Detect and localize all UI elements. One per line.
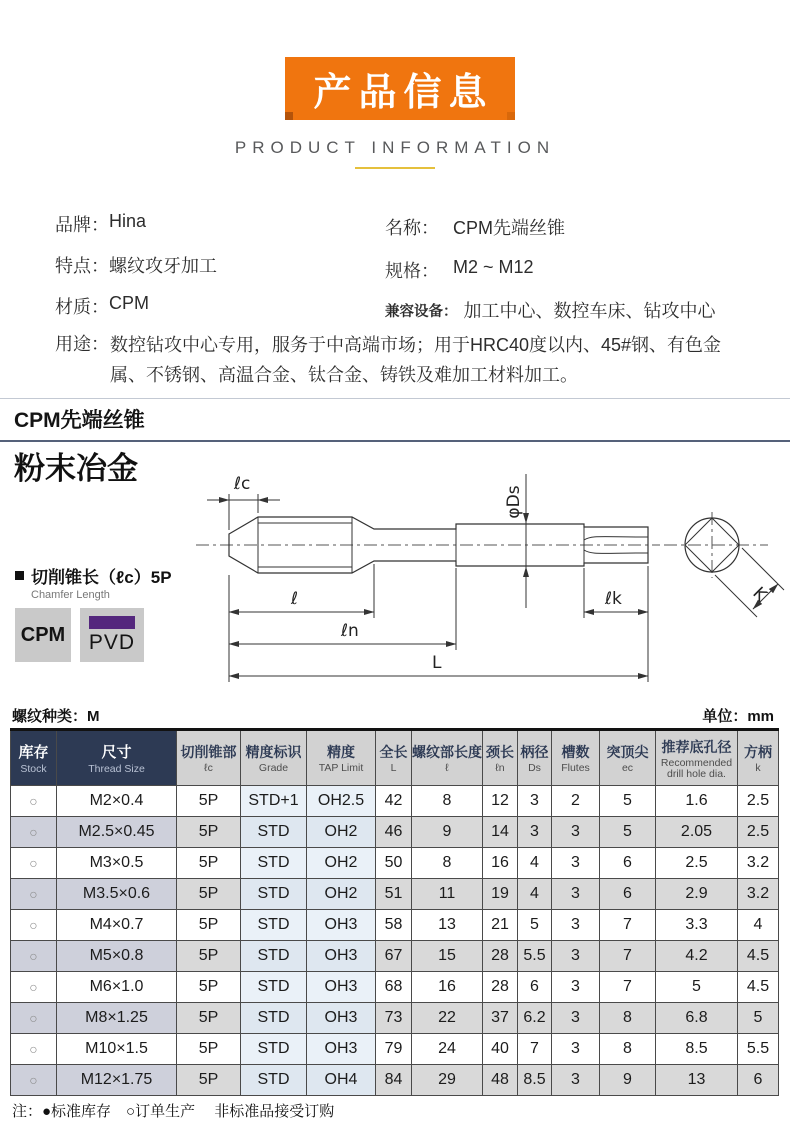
- field-brand: [55, 211, 146, 237]
- data-cell: 5P: [177, 941, 241, 972]
- data-cell: 1.6: [656, 786, 738, 817]
- stock-cell: ○: [11, 1003, 57, 1034]
- data-cell: 4.5: [738, 972, 779, 1003]
- data-cell: 4: [518, 879, 552, 910]
- data-cell: 4: [518, 848, 552, 879]
- column-header: 颈长 ℓn: [483, 730, 518, 786]
- table-row: [11, 1065, 779, 1096]
- section-bar: [0, 398, 790, 442]
- data-cell: 6: [600, 848, 656, 879]
- data-cell: 9: [600, 1065, 656, 1096]
- data-cell: STD: [241, 1003, 307, 1034]
- title-banner: [285, 57, 515, 120]
- data-cell: 3: [552, 941, 600, 972]
- stock-cell: ○: [11, 848, 57, 879]
- data-cell: 24: [412, 1034, 483, 1065]
- column-header: 推荐底孔径 Recommended drill hole dia.: [656, 730, 738, 786]
- field-label: 规格：: [385, 261, 439, 281]
- field-value: 螺纹攻牙加工: [109, 256, 217, 276]
- data-cell: 4: [738, 910, 779, 941]
- data-cell: 3: [552, 1034, 600, 1065]
- data-cell: 6.2: [518, 1003, 552, 1034]
- table-row: [11, 879, 779, 910]
- field-value: 数控钻攻中心专用，服务于中高端市场；用于HRC40度以内、45#钢、有色金属、不锈钢、高温合金、钛合金、铸铁及难加工材料加工。: [110, 335, 722, 385]
- bullet-square-icon: [15, 571, 24, 580]
- pvd-badge-text: PVD: [88, 630, 136, 654]
- data-cell: 5P: [177, 910, 241, 941]
- data-cell: 4.2: [656, 941, 738, 972]
- data-cell: 5P: [177, 1034, 241, 1065]
- data-cell: 37: [483, 1003, 518, 1034]
- powder-metallurgy-heading: 粉末冶金: [14, 451, 138, 486]
- dim-lk: [584, 566, 648, 682]
- data-cell: M5×0.8: [57, 941, 177, 972]
- field-label: 兼容设备：: [385, 304, 458, 320]
- data-cell: 2: [552, 786, 600, 817]
- data-cell: STD: [241, 1034, 307, 1065]
- thread-type-label: 螺纹种类：M: [12, 708, 100, 725]
- stock-cell: ○: [11, 879, 57, 910]
- column-header: 柄径 Ds: [518, 730, 552, 786]
- data-cell: 2.9: [656, 879, 738, 910]
- data-cell: 5P: [177, 972, 241, 1003]
- data-cell: 29: [412, 1065, 483, 1096]
- data-cell: 51: [376, 879, 412, 910]
- data-cell: OH2: [307, 817, 376, 848]
- data-cell: 2.5: [738, 817, 779, 848]
- data-cell: OH2: [307, 848, 376, 879]
- data-cell: 3: [518, 786, 552, 817]
- table-row: [11, 817, 779, 848]
- data-cell: 6.8: [656, 1003, 738, 1034]
- dim-label-lk: ℓk: [605, 589, 622, 609]
- stock-cell: ○: [11, 786, 57, 817]
- column-header: 切削锥部 ℓc: [177, 730, 241, 786]
- data-cell: 5: [738, 1003, 779, 1034]
- data-cell: 2.05: [656, 817, 738, 848]
- data-cell: M2×0.4: [57, 786, 177, 817]
- data-cell: M10×1.5: [57, 1034, 177, 1065]
- field-feature: [55, 252, 217, 278]
- page-title: 产品信息: [313, 72, 494, 114]
- data-cell: 22: [412, 1003, 483, 1034]
- dim-label-ln: ℓn: [341, 621, 359, 641]
- tap-end-view: [685, 518, 784, 617]
- field-value: M2 ~ M12: [453, 257, 534, 277]
- data-cell: 3.2: [738, 879, 779, 910]
- data-cell: 48: [483, 1065, 518, 1096]
- data-cell: M4×0.7: [57, 910, 177, 941]
- stock-cell: ○: [11, 972, 57, 1003]
- data-cell: 16: [483, 848, 518, 879]
- data-cell: STD: [241, 1065, 307, 1096]
- data-cell: 8: [600, 1034, 656, 1065]
- data-cell: 5P: [177, 1065, 241, 1096]
- stock-cell: ○: [11, 1034, 57, 1065]
- table-row: [11, 848, 779, 879]
- table-row: [11, 941, 779, 972]
- data-cell: OH2.5: [307, 786, 376, 817]
- data-cell: 7: [600, 941, 656, 972]
- data-cell: 3: [552, 1065, 600, 1096]
- data-cell: 73: [376, 1003, 412, 1034]
- column-header: 突顶尖 ec: [600, 730, 656, 786]
- chamfer-sublabel: Chamfer Length: [31, 589, 110, 601]
- field-label: 特点：: [55, 256, 109, 276]
- data-cell: 8.5: [518, 1065, 552, 1096]
- data-cell: 8: [600, 1003, 656, 1034]
- data-cell: 3.2: [738, 848, 779, 879]
- data-cell: M12×1.75: [57, 1065, 177, 1096]
- data-cell: STD: [241, 817, 307, 848]
- data-cell: 13: [412, 910, 483, 941]
- data-cell: 3: [552, 972, 600, 1003]
- stock-cell: ○: [11, 910, 57, 941]
- pvd-purple-bar: [89, 616, 135, 629]
- data-cell: 3: [552, 879, 600, 910]
- stock-cell: ○: [11, 817, 57, 848]
- field-value: 加工中心、数控车床、钻攻中心: [463, 301, 716, 321]
- dim-label-K: K: [748, 583, 771, 606]
- stock-cell: ○: [11, 941, 57, 972]
- field-value: CPM先端丝锥: [453, 218, 565, 238]
- data-cell: 5: [600, 817, 656, 848]
- data-cell: STD: [241, 941, 307, 972]
- data-cell: 3: [518, 817, 552, 848]
- data-cell: 5: [656, 972, 738, 1003]
- gold-underline: [355, 167, 435, 169]
- dim-label-phiDs: φDs: [504, 485, 524, 519]
- data-cell: 5P: [177, 879, 241, 910]
- chamfer-length-label: [15, 563, 172, 601]
- dim-L: [229, 653, 648, 676]
- data-cell: OH3: [307, 910, 376, 941]
- page-subtitle: PRODUCT INFORMATION: [234, 138, 556, 157]
- data-cell: OH3: [307, 941, 376, 972]
- data-cell: 7: [600, 972, 656, 1003]
- data-cell: OH3: [307, 1003, 376, 1034]
- field-name: [385, 214, 565, 240]
- field-label: 名称：: [385, 218, 439, 238]
- data-cell: 7: [600, 910, 656, 941]
- data-cell: 19: [483, 879, 518, 910]
- data-cell: 28: [483, 972, 518, 1003]
- data-cell: 11: [412, 879, 483, 910]
- pvd-badge: [80, 608, 144, 662]
- field-compatible: [385, 297, 716, 323]
- data-cell: 3: [552, 848, 600, 879]
- data-cell: 13: [656, 1065, 738, 1096]
- data-cell: 6: [738, 1065, 779, 1096]
- data-cell: 5P: [177, 786, 241, 817]
- data-cell: OH3: [307, 1034, 376, 1065]
- dim-label-l: ℓ: [291, 589, 299, 609]
- table-row: [11, 910, 779, 941]
- data-cell: 6: [518, 972, 552, 1003]
- field-label: 材质：: [55, 297, 109, 317]
- column-header: 精度标识 Grade: [241, 730, 307, 786]
- column-header: 库存 Stock: [11, 730, 57, 786]
- column-header: 槽数 Flutes: [552, 730, 600, 786]
- table-row: [11, 1034, 779, 1065]
- data-cell: 8: [412, 848, 483, 879]
- data-cell: STD+1: [241, 786, 307, 817]
- data-cell: 2.5: [656, 848, 738, 879]
- data-cell: 5P: [177, 848, 241, 879]
- field-material: [55, 293, 149, 319]
- column-header: 方柄 k: [738, 730, 779, 786]
- data-cell: 84: [376, 1065, 412, 1096]
- data-cell: 5.5: [518, 941, 552, 972]
- field-label: 用途：: [55, 334, 109, 354]
- data-cell: 68: [376, 972, 412, 1003]
- tap-dimension-diagram: [0, 460, 790, 705]
- data-cell: 14: [483, 817, 518, 848]
- data-cell: M3.5×0.6: [57, 879, 177, 910]
- data-cell: 5P: [177, 1003, 241, 1034]
- data-cell: 5P: [177, 817, 241, 848]
- data-cell: OH4: [307, 1065, 376, 1096]
- dim-label-lc: ℓc: [234, 474, 251, 494]
- section-title: CPM先端丝锥: [14, 409, 145, 432]
- data-cell: 40: [483, 1034, 518, 1065]
- table-row: [11, 972, 779, 1003]
- data-cell: STD: [241, 848, 307, 879]
- data-cell: STD: [241, 910, 307, 941]
- data-cell: M8×1.25: [57, 1003, 177, 1034]
- unit-label: 单位：mm: [702, 708, 774, 725]
- data-cell: 21: [483, 910, 518, 941]
- data-cell: 2.5: [738, 786, 779, 817]
- data-cell: 15: [412, 941, 483, 972]
- field-value: CPM: [109, 293, 149, 313]
- data-cell: STD: [241, 972, 307, 1003]
- table-row: [11, 786, 779, 817]
- field-value: Hina: [109, 211, 147, 231]
- data-cell: 5: [518, 910, 552, 941]
- dim-label-L: L: [432, 653, 442, 673]
- chamfer-label-text: 切削锥长（ℓc）5P: [31, 568, 172, 587]
- data-cell: 3: [552, 1003, 600, 1034]
- data-cell: 42: [376, 786, 412, 817]
- stock-cell: ○: [11, 1065, 57, 1096]
- data-cell: 67: [376, 941, 412, 972]
- dim-ln: [229, 568, 456, 650]
- data-cell: 3: [552, 910, 600, 941]
- data-cell: 8.5: [656, 1034, 738, 1065]
- data-cell: 6: [600, 879, 656, 910]
- data-cell: OH3: [307, 972, 376, 1003]
- cpm-badge-text: CPM: [20, 623, 66, 646]
- field-spec: [385, 257, 534, 283]
- data-cell: 8: [412, 786, 483, 817]
- data-cell: 5.5: [738, 1034, 779, 1065]
- data-cell: 16: [412, 972, 483, 1003]
- column-header: 螺纹部长度 ℓ: [412, 730, 483, 786]
- data-cell: 50: [376, 848, 412, 879]
- table-row: [11, 1003, 779, 1034]
- data-cell: 12: [483, 786, 518, 817]
- data-cell: STD: [241, 879, 307, 910]
- data-cell: 58: [376, 910, 412, 941]
- data-cell: 5: [600, 786, 656, 817]
- footnote: 注：●标准库存 ○订单生产 非标准品接受订购: [12, 1103, 335, 1120]
- dim-lc: [207, 474, 280, 530]
- data-cell: OH2: [307, 879, 376, 910]
- data-cell: M6×1.0: [57, 972, 177, 1003]
- data-cell: 46: [376, 817, 412, 848]
- data-cell: 3: [552, 817, 600, 848]
- data-cell: M2.5×0.45: [57, 817, 177, 848]
- data-cell: 79: [376, 1034, 412, 1065]
- field-label: 品牌：: [55, 215, 109, 235]
- column-header: 尺寸 Thread Size: [57, 730, 177, 786]
- data-cell: M3×0.5: [57, 848, 177, 879]
- data-cell: 4.5: [738, 941, 779, 972]
- column-header: 全长 L: [376, 730, 412, 786]
- table-header-row: [11, 730, 779, 786]
- dim-phiDs: [504, 474, 526, 608]
- data-cell: 28: [483, 941, 518, 972]
- column-header: 精度 TAP Limit: [307, 730, 376, 786]
- data-cell: 9: [412, 817, 483, 848]
- spec-table: [10, 728, 779, 1096]
- data-cell: 7: [518, 1034, 552, 1065]
- cpm-badge: [15, 608, 71, 662]
- data-cell: 3.3: [656, 910, 738, 941]
- field-usage: [55, 330, 745, 390]
